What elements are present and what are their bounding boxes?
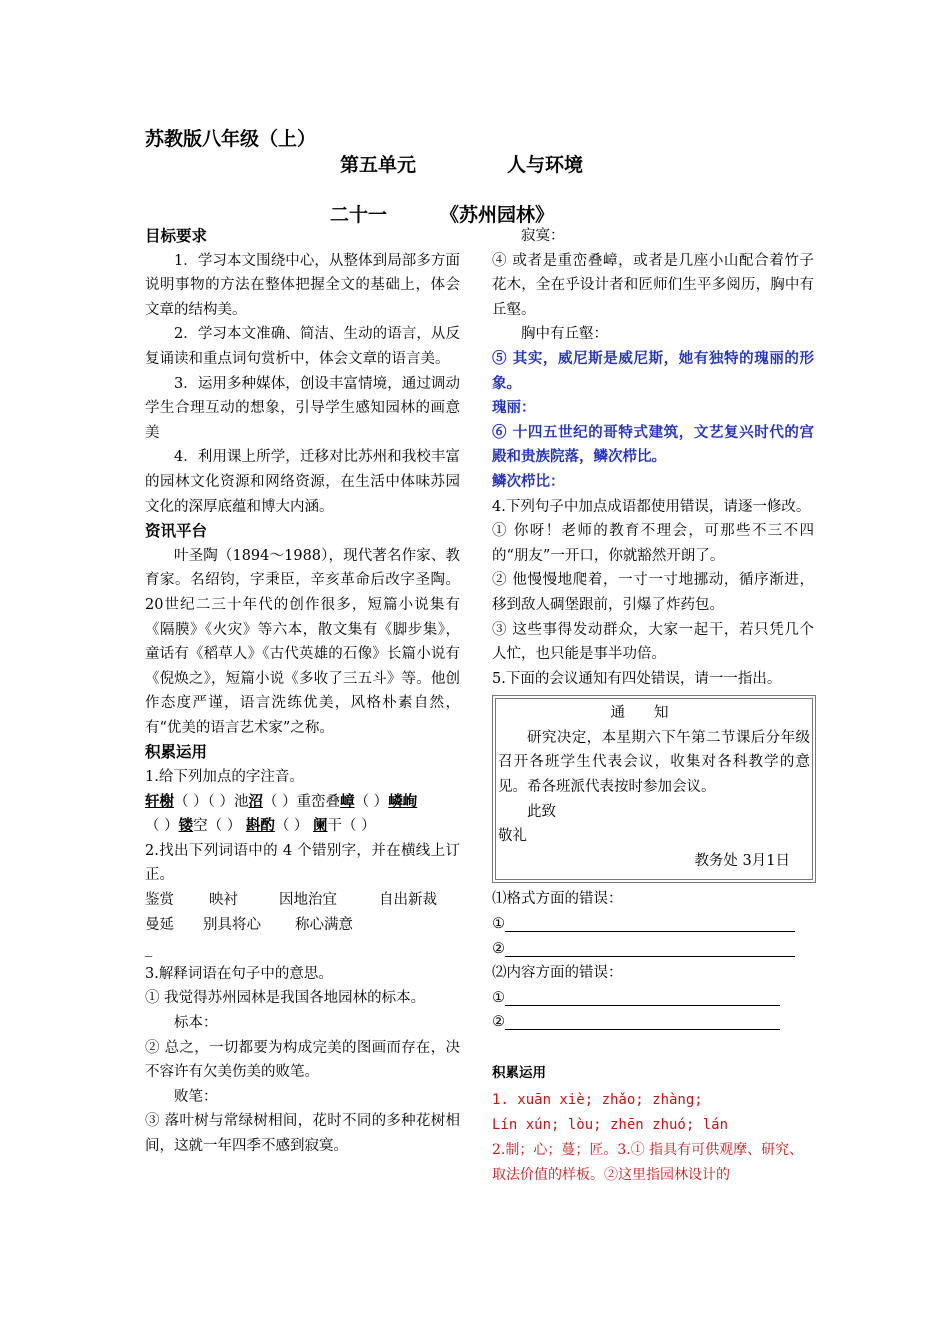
answer-line[interactable] bbox=[505, 938, 795, 957]
meeting-notice-box bbox=[492, 695, 816, 883]
content-error-line-1 bbox=[492, 986, 814, 1011]
format-error-line-2 bbox=[492, 937, 814, 962]
goal-item: 3．运用多种媒体，创设丰富情境，通过调动学生合理互动的想象，引导学生感知园林的画意美 bbox=[145, 375, 460, 441]
format-error-line-1 bbox=[492, 912, 814, 937]
sentence-2: ② 总之，一切都要为构成完美的图画而存在，决不容许有欠美伤美的败笔。 bbox=[145, 1039, 460, 1081]
goal-item: 1．学习本文围绕中心，从整体到局部多方面说明事物的方法在整体把握全文的基础上，体会文章的结构美。 bbox=[145, 252, 460, 318]
line-mark: ② bbox=[492, 940, 505, 957]
answer-slot: （ ） bbox=[354, 793, 389, 810]
left-column bbox=[145, 224, 460, 1159]
answer-line[interactable] bbox=[505, 913, 795, 932]
content-errors-label: ⑵内容方面的错误： bbox=[492, 965, 623, 982]
answer-line-1: 1. xuān xiè; zhǎo; zhàng; bbox=[492, 1091, 703, 1108]
question-4: 4.下列句子中加点成语都使用错误，请逐一修改。 bbox=[492, 498, 811, 515]
pinyin-row-1 bbox=[145, 790, 460, 815]
question-2: 2.找出下列词语中的 4 个错别字，并在横线上订正。 bbox=[145, 842, 460, 884]
author-bio: 叶圣陶（1894～1988），现代著名作家、教育家。名绍钧，字秉臣，辛亥革命后改字圣陶。20世纪二三十年代的创作很多，短篇小说集有《隔膜》《火灾》等六本，散文集有《脚步集》，童话有《稻草人》《古代英雄的石像》长篇小说有《倪焕之》，短篇小说《多收了三五斗》等。他创作态度严谨，语言洗练优美，风格朴素自然，有“优美的语言艺术家”之称。 bbox=[145, 547, 460, 736]
word: 因地治宜 bbox=[279, 892, 337, 909]
answer-slot: 干（ ） bbox=[327, 818, 376, 835]
term-5: 瑰丽： bbox=[492, 399, 536, 417]
pinyin-row-2 bbox=[145, 814, 460, 839]
practice-heading: 积累运用 bbox=[145, 743, 208, 762]
answer-slot: （ ）（ ）池 bbox=[174, 793, 249, 810]
lesson-number: 二十一 bbox=[330, 204, 388, 226]
answer-blank: _ bbox=[145, 941, 153, 958]
dotted-word: 嶙峋 bbox=[388, 792, 418, 810]
dotted-word: 阑 bbox=[313, 817, 328, 835]
answer-slot: （ ） bbox=[145, 818, 179, 835]
question-5: 5.下面的会议通知有四处错误，请一一指出。 bbox=[492, 670, 782, 687]
answer-slot: （ ）重峦叠 bbox=[262, 793, 341, 810]
answer-line[interactable] bbox=[505, 1011, 780, 1030]
word: 别具将心 bbox=[203, 916, 261, 933]
goal-item: 4．利用课上所学，迁移对比苏州和我校丰富的园林文化资源和网络资源，在生活中体味苏园文化的深厚底蕴和博大内涵。 bbox=[145, 449, 460, 515]
term-1: 标本： bbox=[174, 1015, 218, 1031]
question-3: 3.解释词语在句子中的意思。 bbox=[145, 965, 333, 982]
dotted-word: 沼 bbox=[248, 792, 263, 810]
lesson-title: 《苏州园林》 bbox=[440, 204, 555, 226]
word: 鉴赏 bbox=[145, 892, 174, 909]
word: 曼延 bbox=[145, 916, 174, 933]
notice-body: 研究决定，本星期六下午第二节课后分年级召开各班学生代表会议，收集对各科教学的意见。希各班派代表按时参加会议。 bbox=[498, 729, 810, 796]
term-6: 鳞次栉比： bbox=[492, 472, 565, 490]
unit-title: 第五单元 bbox=[340, 154, 417, 176]
answer-line[interactable] bbox=[505, 987, 780, 1006]
dotted-word: 嶂 bbox=[340, 792, 355, 810]
sentence-1: ① 我觉得苏州园林是我国各地园林的标本。 bbox=[145, 990, 426, 1007]
q4-sentence-3: ③ 这些事得发动群众，大家一起干，若只凭几个人忙，也只能是事半功倍。 bbox=[492, 621, 814, 663]
sentence-3: ③ 落叶树与常绿树相间，花时不同的多种花树相间，这就一年四季不感到寂寞。 bbox=[145, 1113, 460, 1154]
answer-line-2: Lín xún; lòu; zhēn zhuó; lán bbox=[492, 1116, 729, 1133]
answer-slot: 空（ ） bbox=[193, 818, 242, 835]
answers-heading: 积累运用 bbox=[492, 1065, 546, 1081]
sentence-6: ⑥ 十四五世纪的哥特式建筑，文艺复兴时代的宫殿和贵族院落，鳞次栉比。 bbox=[492, 423, 814, 466]
unit-theme: 人与环境 bbox=[507, 154, 584, 176]
dotted-word: 镂 bbox=[178, 817, 194, 835]
word: 自出新裁 bbox=[379, 892, 437, 909]
dotted-word: 轩榭 bbox=[145, 792, 174, 810]
word-list-row-1 bbox=[145, 888, 460, 913]
word: 称心满意 bbox=[295, 916, 353, 933]
word-list-row-2 bbox=[145, 913, 460, 938]
word: 映衬 bbox=[209, 892, 238, 909]
question-1: 1.给下列加点的字注音。 bbox=[145, 769, 304, 786]
q4-sentence-2: ② 他慢慢地爬着，一寸一寸地挪动，循序渐进，移到敌人碉堡跟前，引爆了炸药包。 bbox=[492, 572, 814, 613]
line-mark: ② bbox=[492, 1014, 505, 1031]
format-errors-label: ⑴格式方面的错误： bbox=[492, 891, 623, 908]
sentence-4: ④ 或者是重峦叠嶂，或者是几座小山配合着竹子花木，全在乎设计者和匠师们生平多阅历，胸中有丘壑。 bbox=[492, 252, 814, 318]
term-4: 胸中有丘壑： bbox=[521, 326, 608, 343]
notice-signature: 教务处 3月1日 bbox=[694, 852, 790, 869]
goals-heading: 目标要求 bbox=[145, 227, 208, 245]
answer-line-3: 2.制；心；蔓；匠。3.① 指具有可供观摩、研究、取法价值的样板。②这里指园林设计的 bbox=[492, 1141, 804, 1183]
dotted-word: 斟酌 bbox=[245, 817, 275, 835]
notice-title: 通知 bbox=[610, 705, 698, 722]
answer-slot: （ ） bbox=[274, 818, 309, 835]
term-2: 败笔： bbox=[174, 1088, 218, 1105]
book-title: 苏教版八年级（上） bbox=[145, 128, 317, 150]
line-mark: ① bbox=[492, 989, 505, 1006]
sentence-5: ⑤ 其实，威尼斯是威尼斯，她有独特的瑰丽的形象。 bbox=[492, 349, 814, 392]
right-column bbox=[492, 224, 814, 1188]
notice-salute-2: 敬礼 bbox=[498, 828, 527, 845]
q4-sentence-1: ① 你呀！老师的教育不理会，可那些不三不四的“朋友”一开口，你就豁然开朗了。 bbox=[492, 523, 814, 564]
term-3: 寂寞： bbox=[521, 228, 565, 244]
goal-item: 2．学习本文准确、简洁、生动的语言，从反复诵读和重点词句赏析中，体会文章的语言美。 bbox=[145, 326, 460, 367]
info-heading: 资讯平台 bbox=[145, 522, 208, 541]
content-error-line-2 bbox=[492, 1010, 814, 1035]
line-mark: ① bbox=[492, 916, 505, 933]
notice-salute-1: 此致 bbox=[527, 803, 556, 820]
